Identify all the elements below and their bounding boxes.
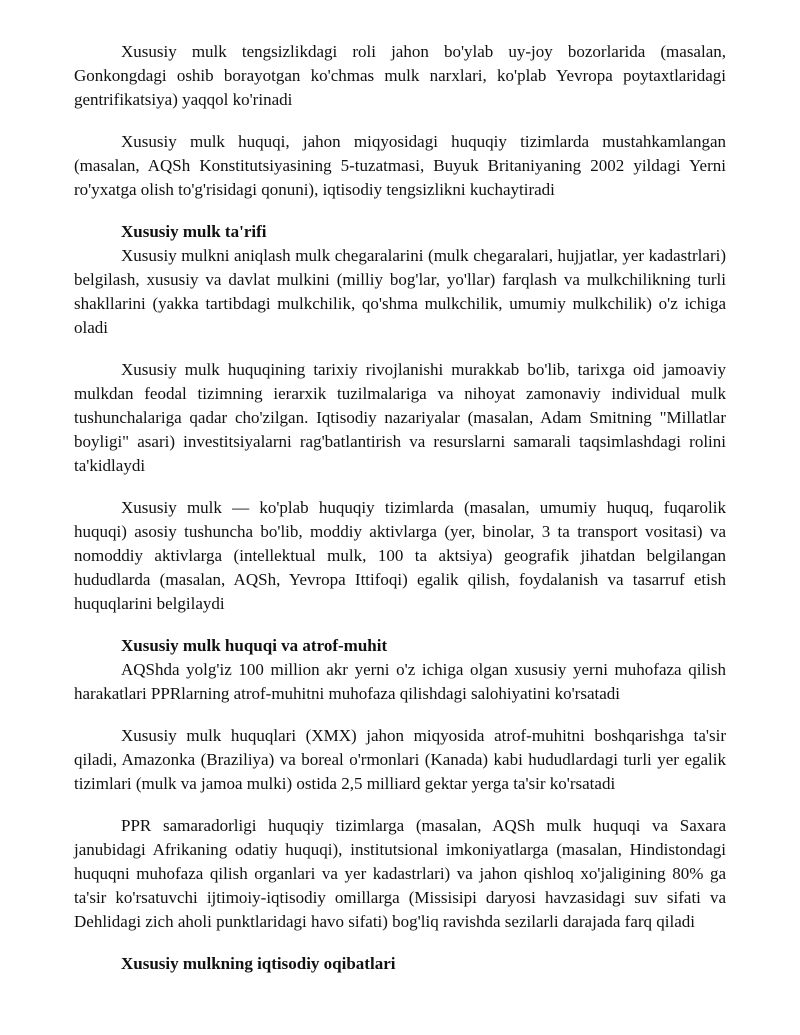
section-heading-environment: Xususiy mulk huquqi va atrof-muhit xyxy=(121,636,388,655)
paragraph-ppr-effectiveness: PPR samaradorligi huquqiy tizimlarga (masalan, AQSh mulk huquqi va Saxara janubidagi Afrikaning odatiy huquqi), institutsional imkoniyatlarga (masalan, Hindistondagi huquqni muhofaza qilish organlari va yer kadastrlari) va jahon qishloq xo'jaligining 80% ga ta'sir ko'rsatuvchi ijtimoiy-iqtisodiy omillarga (Missisipi daryosi havzasidagi suv sifati va Dehlidagi zich aholi punktlaridagi havo sifati) bog'liq ravishda sezilarli darajada farq qiladi xyxy=(74,816,726,931)
paragraph-history: Xususiy mulk huquqining tarixiy rivojlanishi murakkab bo'lib, tarixga oid jamoaviy mulkdan feodal tizimning ierarxik tuzilmalariga va nihoyat zamonaviy individual mulk tushunchalariga qadar cho'zilgan. Iqtisodiy nazariyalar (masalan, Adam Smitning "Millatlar boyligi" asari) investitsiyalarni rag'batlantirish va resurslarni samarali taqsimlashdagi rolini ta'kidlaydi xyxy=(74,360,726,475)
paragraph-land-conservation: AQShda yolg'iz 100 million akr yerni o'z ichiga olgan xususiy yerni muhofaza qilish harakatlari PPRlarning atrof-muhitni muhofaza qilishdagi salohiyatini ko'rsatadi xyxy=(74,660,726,703)
document-page xyxy=(74,40,726,976)
section-heading-definition: Xususiy mulk ta'rifi xyxy=(121,222,267,241)
paragraph-legal-systems: Xususiy mulk huquqi, jahon miqyosidagi huquqiy tizimlarda mustahkamlangan (masalan, AQSh Konstitutsiyasining 5-tuzatmasi, Buyuk Britaniyaning 2002 yildagi Yerni ro'yxatga olish to'g'risidagi qonuni), iqtisodiy tengsizlikni kuchaytiradi xyxy=(74,132,726,199)
paragraph-housing-markets: Xususiy mulk tengsizlikdagi roli jahon bo'ylab uy-joy bozorlarida (masalan, Gonkongdagi oshib borayotgan ko'chmas mulk narxlari, ko'plab Yevropa poytaxtlaridagi gentrifikatsiya) yaqqol ko'rinadi xyxy=(74,42,726,109)
paragraph-definition: Xususiy mulkni aniqlash mulk chegaralarini (mulk chegaralari, hujjatlar, yer kadastrlari) belgilash, xususiy va davlat mulkini (milliy bog'lar, yo'llar) farqlash va mulkchilikning turli shakllarini (yakka tartibdagi mulkchilik, qo'shma mulkchilik, umumiy mulkchilik) o'z ichiga oladi xyxy=(74,246,726,337)
section-heading-economic: Xususiy mulkning iqtisodiy oqibatlari xyxy=(121,954,396,973)
paragraph-core-concept: Xususiy mulk — ko'plab huquqiy tizimlarda (masalan, umumiy huquq, fuqarolik huquqi) asosiy tushuncha bo'lib, moddiy aktivlarga (yer, binolar, 3 ta transport vositasi) va nomoddiy aktivlarga (intellektual mulk, 100 ta aktsiya) geografik jihatdan belgilangan hududlarda (masalan, AQSh, Yevropa Ittifoqi) egalik qilish, foydalanish va tasarruf etish huquqlarini belgilaydi xyxy=(74,498,726,613)
paragraph-global-impact: Xususiy mulk huquqlari (XMX) jahon miqyosida atrof-muhitni boshqarishga ta'sir qiladi, Amazonka (Braziliya) va boreal o'rmonlari (Kanada) kabi hududlardagi turli yer egalik tizimlari (mulk va jamoa mulki) ostida 2,5 milliard gektar yerga ta'sir ko'rsatadi xyxy=(74,726,726,793)
